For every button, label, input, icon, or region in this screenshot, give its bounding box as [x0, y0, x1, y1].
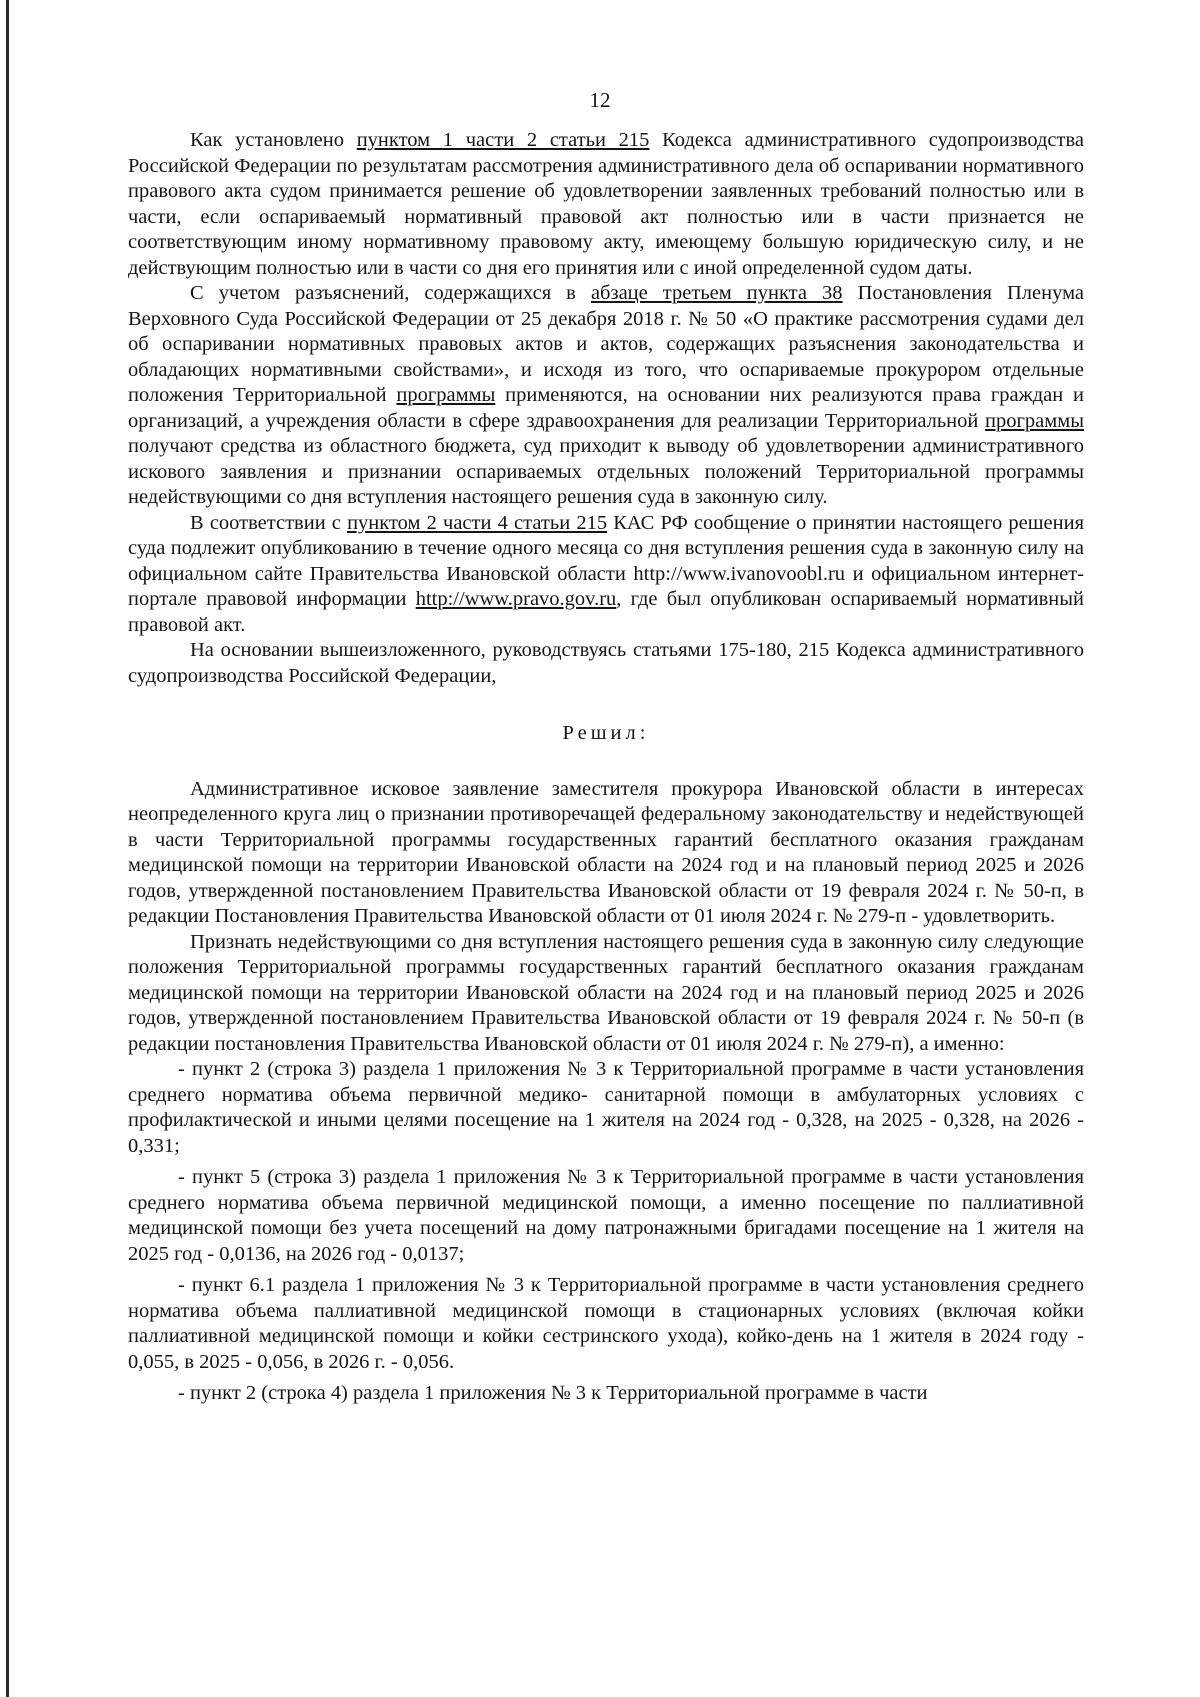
p1-text-1: Как установлено [190, 129, 357, 151]
p3-link-pravo-gov[interactable]: http://www.pravo.gov.ru [415, 588, 617, 610]
p3-link-kas-215-4[interactable]: пунктом 2 части 4 статьи 215 [347, 511, 608, 534]
paragraph-6: Признать недействующими со дня вступления настоящего решения суда в законную силу следующие положения Территориальной программы государственных гарантий бесплатного оказания гражданам медицинской помощи на территории Ивановской области на 2024 год и на плановый период 2025 и 2026 годов, утвержденной постановлением Правительства Ивановской области от 19 февраля 2024 г. № 50-п (в редакции постановления Правительства Ивановской области от 01 июля 2024 г. № 279-п), а именно: [128, 930, 1084, 1055]
p2-text-3: применяются, на основании них реализуются права граждан и организаций, а учреждения области в сфере здравоохранения для реализации Территориальной [128, 384, 1084, 432]
p1-link-kas-215[interactable]: пунктом 1 части 2 статьи 215 [356, 129, 650, 151]
resolution-heading: Решил: [562, 722, 650, 744]
list-item: - пункт 6.1 раздела 1 приложения № 3 к Территориальной программе в части установления среднего норматива объема паллиативной медицинской помощи в стационарных условиях (включая койки паллиативной медицинской помощи и койки сестринского ухода), койко-день на 1 жителя в 2024 году - 0,055, в 2025 - 0,056, в 2026 г. - 0,056. [128, 1274, 1084, 1373]
p2-link-program-2[interactable]: программы [985, 409, 1084, 432]
p3-text-2: КАС РФ сообщение о принятии настоящего решения суда подлежит опубликованию в течение одного месяца со дня вступления решения суда в законную силу на официальном сайте Правительства Ивановской области http://www.ivanovoobl.ru и официальном интернет-портале правовой информации [128, 511, 1084, 610]
p2-text-4: получают средства из областного бюджета, суд приходит к выводу об удовлетворении административного искового заявления и признании оспариваемых отдельных положений Территориальной программы недействующими со дня вступления настоящего решения суда в законную силу. [128, 435, 1084, 508]
p2-text-1: С учетом разъяснений, содержащихся в [190, 282, 591, 304]
p3-text-1: В соответствии с [190, 511, 348, 534]
document-body [128, 128, 1084, 1413]
list-item: - пункт 2 (строка 4) раздела 1 приложения № 3 к Территориальной программе в части [178, 1382, 928, 1404]
list-item: - пункт 2 (строка 3) раздела 1 приложения № 3 к Территориальной программе в части установления среднего норматива объема первичной медико- санитарной помощи в амбулаторных условиях с профилактической и иными целями посещение на 1 жителя на 2024 год - 0,328, на 2025 - 0,328, на 2026 - 0,331; [128, 1058, 1084, 1157]
paragraph-2 [128, 281, 1084, 511]
scan-left-edge [6, 0, 9, 1697]
page-number: 12 [589, 88, 611, 112]
paragraph-5: Административное исковое заявление заместителя прокурора Ивановской области в интересах неопределенного круга лиц о признании противоречащей федеральному законодательству и недействующей в части Территориальной программы государственных гарантий бесплатного оказания гражданам медицинской помощи на территории Ивановской области на 2024 год и на плановый период 2025 и 2026 годов, утвержденной постановлением Правительства Ивановской области от 19 февраля 2024 г. № 50-п, в редакции Постановления Правительства Ивановской области от 01 июля 2024 г. № 279-п - удовлетворить. [128, 777, 1084, 927]
p2-link-program-1[interactable]: программы [396, 384, 496, 406]
list-item: - пункт 5 (строка 3) раздела 1 приложения № 3 к Территориальной программе в части установления среднего норматива объема первичной медицинской помощи, а именно посещение по паллиативной медицинской помощи без учета посещений на дому патронажными бригадами посещение на 1 жителя на 2025 год - 0,0136, на 2026 год - 0,0137; [128, 1166, 1084, 1265]
paragraph-4: На основании вышеизложенного, руководствуясь статьями 175-180, 215 Кодекса административного судопроизводства Российской Федерации, [128, 639, 1084, 687]
p2-link-plenum-38[interactable]: абзаце третьем пункта 38 [590, 282, 843, 304]
paragraph-3 [128, 511, 1084, 639]
p1-text-2: Кодекса административного судопроизводства Российской Федерации по результатам рассмотрения административного дела об оспаривании нормативного правового акта судом принимается решение об удовлетворении заявленных требований полностью или в части, если оспариваемый нормативный правовой акт полностью или в части признается не соответствующим иному нормативному правовому акту, имеющему большую юридическую силу, и не действующим полностью или в части со дня его принятия или с иной определенной судом даты. [128, 129, 1084, 279]
p3-text-3: , где был опубликован оспариваемый нормативный правовой акт. [128, 588, 1084, 636]
paragraph-1 [128, 128, 1084, 281]
p2-text-2: Постановления Пленума Верховного Суда Российской Федерации от 25 декабря 2018 г. № 50 «О практике рассмотрения судами дел об оспаривании нормативных правовых актов и актов, содержащих разъяснения законодательства и обладающих нормативными свойствами», и исходя из того, что оспариваемые прокурором отдельные положения Территориальной [128, 282, 1085, 406]
